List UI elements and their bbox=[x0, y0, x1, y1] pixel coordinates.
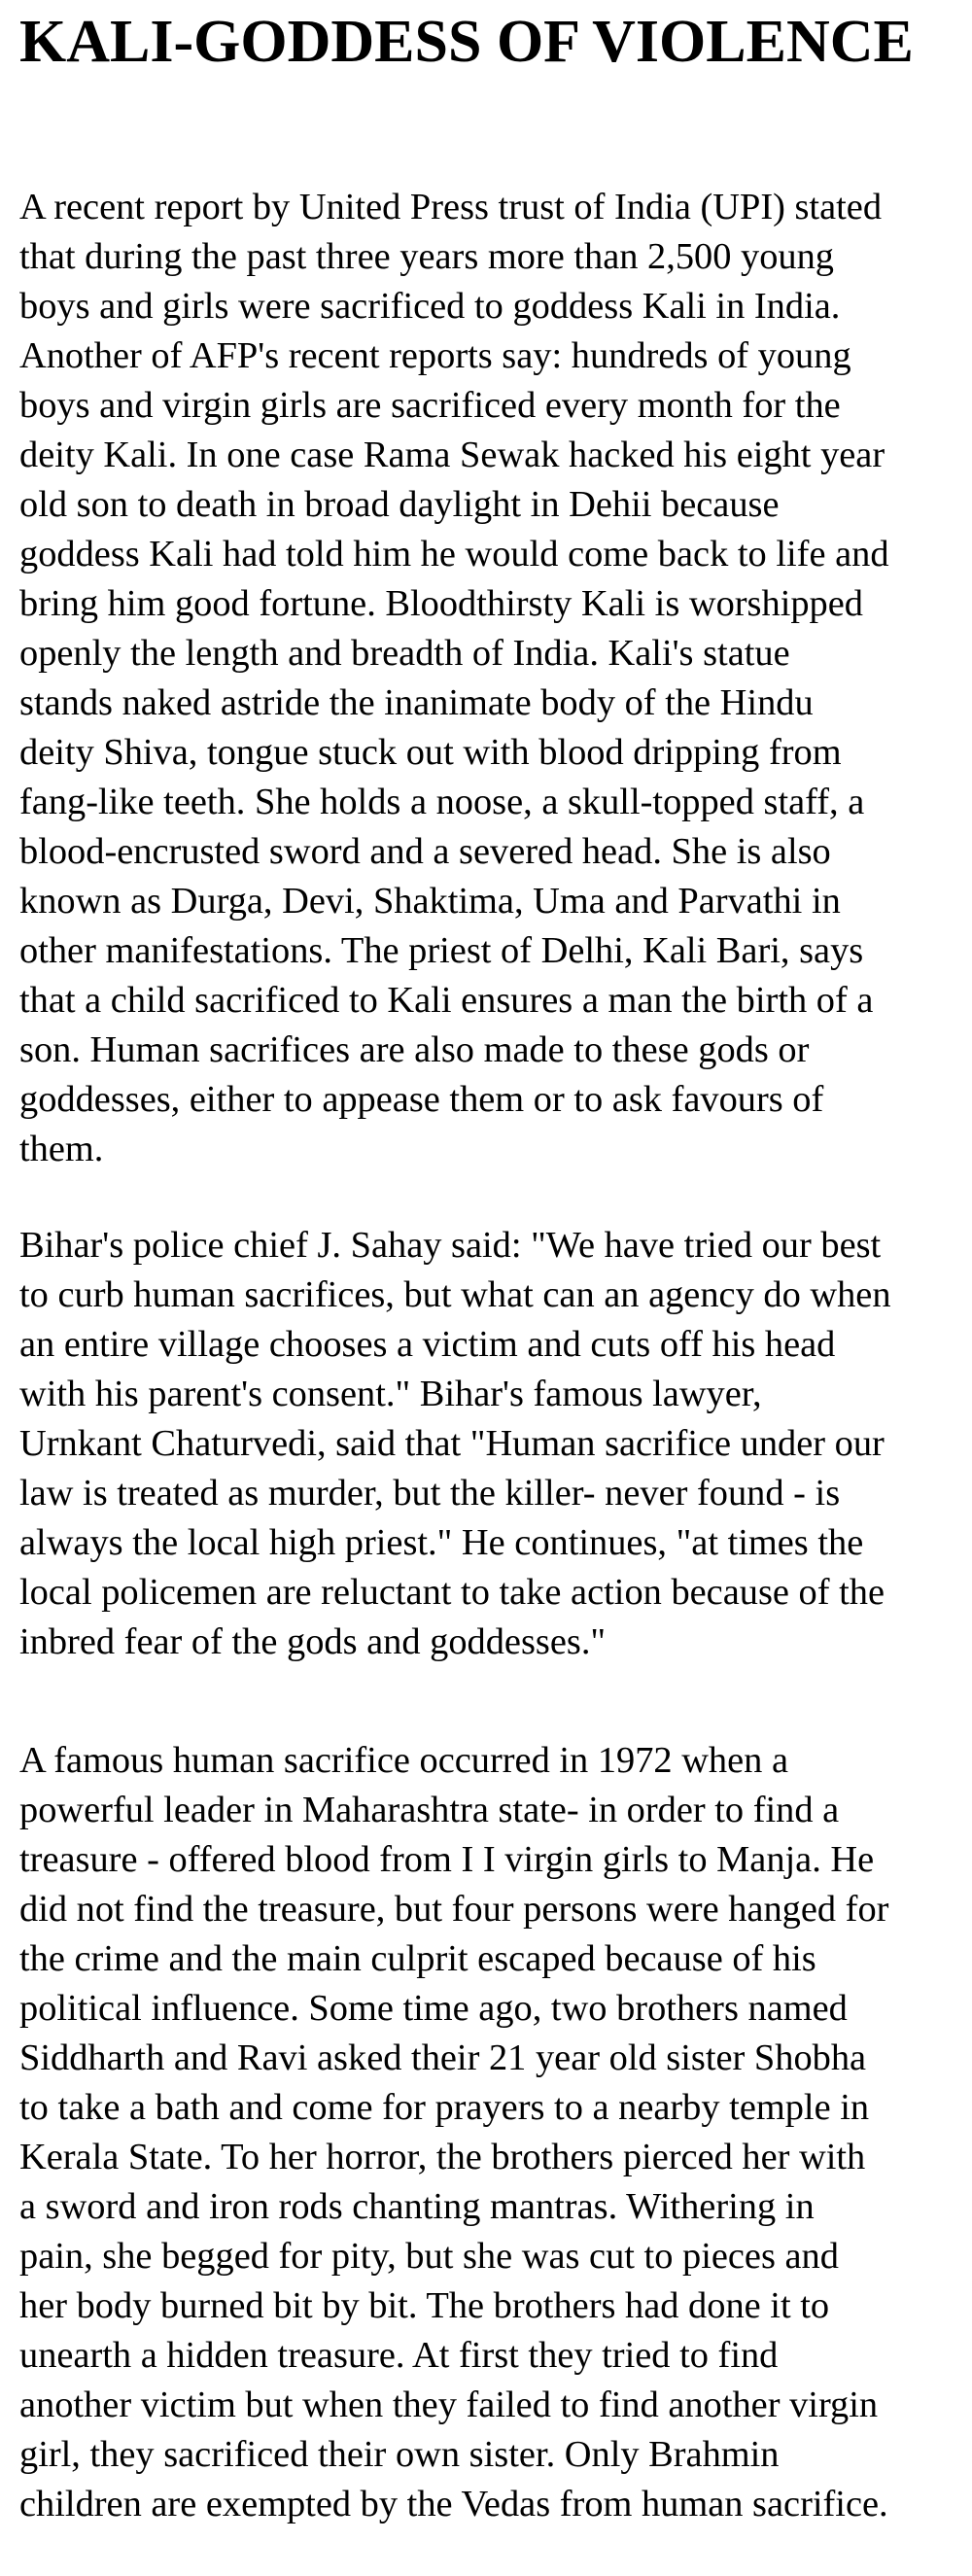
text-line: goddess Kali had told him he would come back to life and bbox=[19, 534, 889, 574]
text-line: political influence. Some time ago, two brothers named bbox=[19, 1988, 848, 2029]
paragraph-1 bbox=[19, 183, 953, 1174]
text-line: to take a bath and come for prayers to a nearby temple in bbox=[19, 2087, 870, 2128]
text-line: always the local high priest." He continues, "at times the bbox=[19, 1522, 864, 1563]
text-line: boys and virgin girls are sacrificed every month for the bbox=[19, 385, 841, 426]
text-line: goddesses, either to appease them or to ask favours of bbox=[19, 1079, 824, 1120]
text-line: children are exempted by the Vedas from human sacrifice. bbox=[19, 2484, 888, 2524]
text-line: Siddharth and Ravi asked their 21 year old sister Shobha bbox=[19, 2037, 867, 2078]
text-line: A famous human sacrifice occurred in 1972 when a bbox=[19, 1740, 789, 1781]
text-line: that during the past three years more than 2,500 young bbox=[19, 236, 834, 277]
text-line: fang-like teeth. She holds a noose, a skull-topped staff, a bbox=[19, 782, 865, 822]
text-line: local policemen are reluctant to take action because of the bbox=[19, 1572, 885, 1613]
text-line: with his parent's consent." Bihar's famous lawyer, bbox=[19, 1374, 762, 1414]
text-line: bring him good fortune. Bloodthirsty Kali is worshipped bbox=[19, 583, 863, 624]
text-line: openly the length and breadth of India. Kali's statue bbox=[19, 633, 790, 674]
text-line: a sword and iron rods chanting mantras. Withering in bbox=[19, 2186, 815, 2227]
text-line: Bihar's police chief J. Sahay said: "We have tried our best bbox=[19, 1225, 882, 1266]
text-line: unearth a hidden treasure. At first they tried to find bbox=[19, 2335, 779, 2376]
text-line: pain, she begged for pity, but she was cut to pieces and bbox=[19, 2236, 839, 2277]
text-line: deity Kali. In one case Rama Sewak hacked his eight year bbox=[19, 435, 885, 475]
text-line: powerful leader in Maharashtra state- in order to find a bbox=[19, 1790, 840, 1830]
text-line: law is treated as murder, but the killer- never found - is bbox=[19, 1473, 841, 1514]
text-line: girl, they sacrificed their own sister. Only Brahmin bbox=[19, 2434, 780, 2475]
text-line: them. bbox=[19, 1129, 104, 1169]
text-line: treasure - offered blood from I I virgin girls to Manja. He bbox=[19, 1839, 875, 1880]
text-line: her body burned bit by bit. The brothers had done it to bbox=[19, 2285, 830, 2326]
text-line: son. Human sacrifices are also made to these gods or bbox=[19, 1029, 810, 1070]
text-line: to curb human sacrifices, but what can an agency do when bbox=[19, 1274, 891, 1315]
text-line: stands naked astride the inanimate body of the Hindu bbox=[19, 682, 814, 723]
document-title: KALI-GODDESS OF VIOLENCE bbox=[19, 9, 914, 75]
text-line: old son to death in broad daylight in Dehii because bbox=[19, 484, 780, 525]
text-line: an entire village chooses a victim and cuts off his head bbox=[19, 1324, 836, 1365]
text-line: that a child sacrificed to Kali ensures a man the birth of a bbox=[19, 980, 874, 1021]
text-line: Another of AFP's recent reports say: hundreds of young bbox=[19, 335, 851, 376]
text-line: blood-encrusted sword and a severed head. She is also bbox=[19, 831, 831, 872]
text-line: deity Shiva, tongue stuck out with blood dripping from bbox=[19, 732, 842, 773]
text-line: the crime and the main culprit escaped because of his bbox=[19, 1938, 816, 1979]
text-line: did not find the treasure, but four persons were hanged for bbox=[19, 1889, 889, 1930]
text-line: Urnkant Chaturvedi, said that "Human sacrifice under our bbox=[19, 1423, 885, 1464]
text-line: inbred fear of the gods and goddesses." bbox=[19, 1621, 607, 1662]
text-line: boys and girls were sacrificed to goddess Kali in India. bbox=[19, 286, 841, 327]
text-line: Kerala State. To her horror, the brothers pierced her with bbox=[19, 2137, 866, 2177]
text-line: known as Durga, Devi, Shaktima, Uma and Parvathi in bbox=[19, 881, 841, 922]
text-line: A recent report by United Press trust of India (UPI) stated bbox=[19, 187, 883, 227]
text-line: other manifestations. The priest of Delhi, Kali Bari, says bbox=[19, 930, 864, 971]
paragraph-3 bbox=[19, 1736, 953, 2529]
paragraph-2 bbox=[19, 1221, 953, 1667]
text-line: another victim but when they failed to find another virgin bbox=[19, 2385, 879, 2425]
